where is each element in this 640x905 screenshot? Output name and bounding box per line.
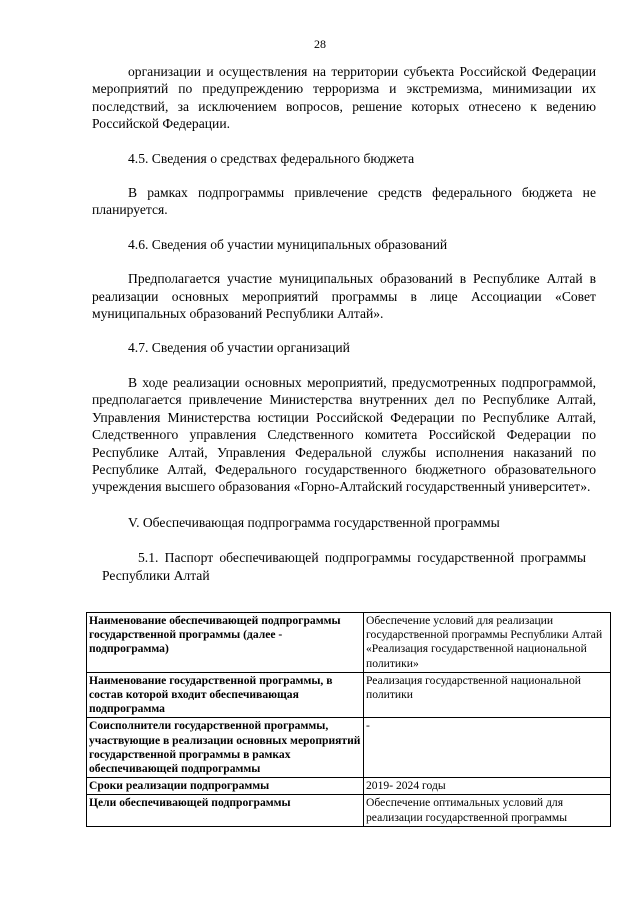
table-row: [87, 778, 611, 795]
row-value: Обеспечение оптимальных условий для реализации государственной программы: [364, 795, 611, 826]
chapter-heading-v: V. Обеспечивающая подпрограмма государственной программы: [128, 514, 500, 530]
section-heading-4-6: 4.6. Сведения об участии муниципальных образований: [128, 236, 448, 252]
row-label: Цели обеспечивающей подпрограммы: [87, 795, 364, 826]
row-value: Реализация государственной национальной политики: [364, 672, 611, 718]
paragraph-organizations: В ходе реализации основных мероприятий, предусмотренных подпрограммой, предполагается привлечение Министерства внутренних дел по Республике Алтай, Управления Министерства юстиции Российской Федерации по Республике Алтай, Следственного управления Следственного комитета Российской Федерации по Республике Алтай, Управления Федеральной службы исполнения наказаний по Республике Алтай, Федерального государственного бюджетного образовательного учреждения высшего образования «Горно-Алтайский государственный университет».: [92, 374, 596, 495]
section-heading-4-5: 4.5. Сведения о средствах федерального бюджета: [128, 150, 415, 166]
paragraph-municipal: Предполагается участие муниципальных образований в Республике Алтай в реализации основных мероприятий программы в лице Ассоциации «Совет муниципальных образований Республики Алтай».: [92, 271, 596, 322]
table-row: [87, 718, 611, 778]
paragraph-federal-budget: В рамках подпрограммы привлечение средств федерального бюджета не планируется.: [92, 185, 596, 218]
table-row: [87, 613, 611, 673]
row-label: Наименование обеспечивающей подпрограммы государственной программы (далее - подпрограмма): [87, 613, 364, 673]
section-heading-5-1: 5.1. Паспорт обеспечивающей подпрограммы государственной программы Республики Алтай: [102, 550, 586, 583]
row-label: Наименование государственной программы, в состав которой входит обеспечивающая подпрограмма: [87, 672, 364, 718]
passport-table: [86, 612, 611, 827]
table-row: [87, 795, 611, 826]
table-row: [87, 672, 611, 718]
row-label: Соисполнители государственной программы, участвующие в реализации основных мероприятий государственной программы в рамках обеспечивающей подпрограммы: [87, 718, 364, 778]
document-body: [92, 63, 596, 584]
page-number: 28: [314, 37, 326, 51]
paragraph-continuation: организации и осуществления на территории субъекта Российской Федерации мероприятий по предупреждению терроризма и экстремизма, минимизации их последствий, за исключением вопросов, решение которых отнесено к ведению Российской Федерации.: [92, 64, 596, 132]
passport-table-container: [86, 612, 611, 827]
row-value: Обеспечение условий для реализации государственной программы Республики Алтай «Реализация государственной национальной политики»: [364, 613, 611, 673]
row-value: 2019- 2024 годы: [364, 778, 611, 795]
row-label: Сроки реализации подпрограммы: [87, 778, 364, 795]
row-value: -: [364, 718, 611, 778]
section-heading-4-7: 4.7. Сведения об участии организаций: [128, 340, 350, 356]
